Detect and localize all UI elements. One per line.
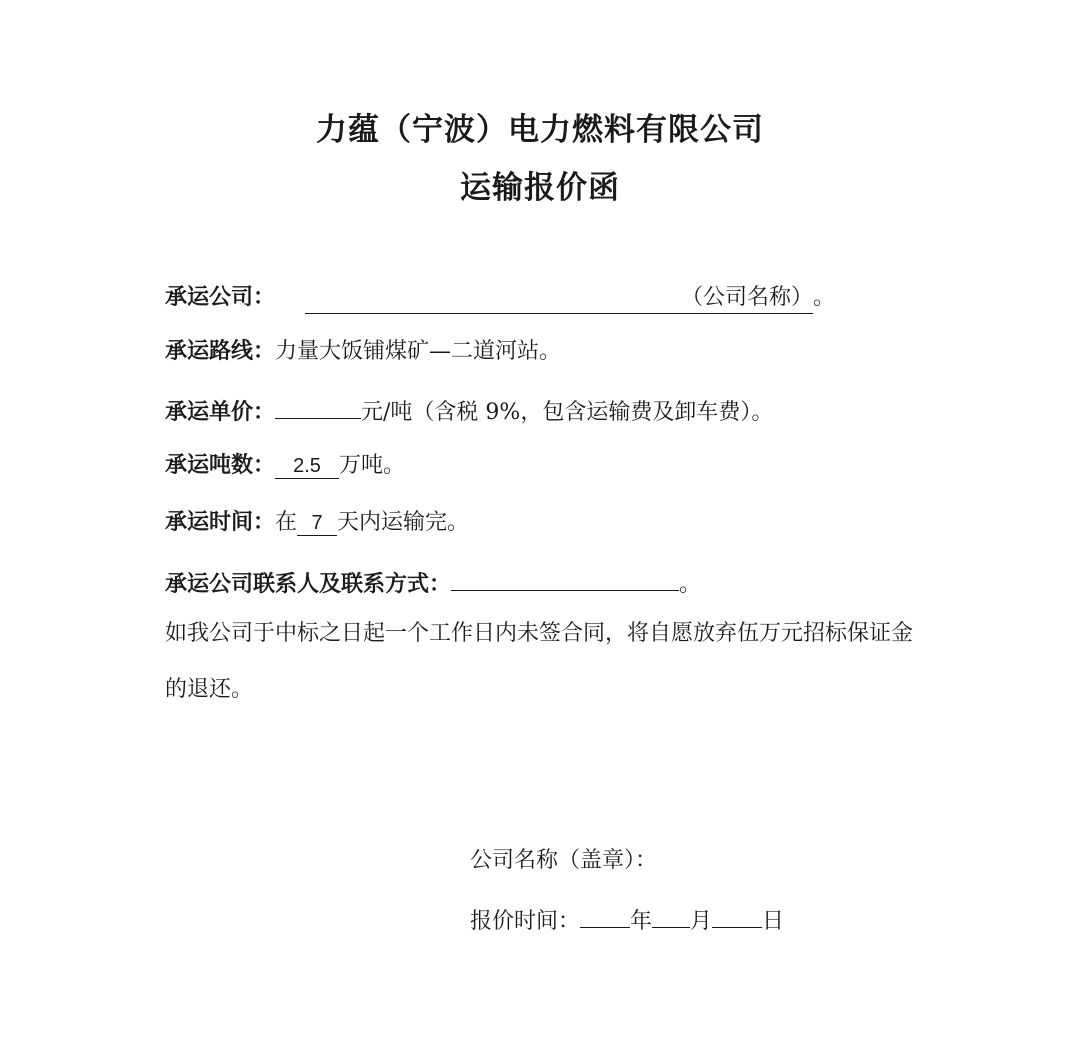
carrier-label: 承运公司： (165, 285, 276, 310)
year-blank[interactable] (580, 903, 630, 928)
day-blank[interactable] (712, 903, 762, 928)
date-label: 报价时间： (470, 909, 581, 934)
time-suffix: 天内运输完。 (337, 510, 470, 535)
company-title: 力蕴（宁波）电力燃料有限公司 (316, 112, 764, 148)
time-value[interactable]: 7 (297, 511, 337, 536)
signature-company-label: 公司名称（盖章）： (470, 848, 658, 873)
tonnage-suffix: 万吨。 (339, 453, 406, 478)
route-row (165, 337, 561, 367)
month-blank[interactable] (652, 903, 690, 928)
price-suffix: 元/吨（含税 9%，包含运输费及卸车费）。 (361, 400, 774, 425)
time-label: 承运时间： (165, 510, 276, 535)
signature-date (470, 903, 784, 937)
price-blank[interactable] (275, 394, 361, 419)
route-value: 力量大饭铺煤矿—二道河站。 (275, 339, 562, 364)
contact-row (165, 566, 701, 600)
day-label: 日 (762, 909, 785, 934)
tonnage-row (165, 451, 405, 481)
price-label: 承运单价： (165, 400, 276, 425)
tonnage-label: 承运吨数： (165, 453, 276, 478)
price-row (165, 394, 773, 428)
year-label: 年 (630, 909, 653, 934)
notice-paragraph: 如我公司于中标之日起一个工作日内未签合同，将自愿放弃伍万元招标保证金的退还。 (165, 621, 914, 702)
time-prefix: 在 (275, 510, 298, 535)
carrier-hint: （公司名称） (305, 283, 813, 314)
carrier-row (165, 280, 835, 314)
month-label: 月 (690, 909, 713, 934)
carrier-suffix: 。 (813, 285, 836, 310)
route-label: 承运路线： (165, 339, 276, 364)
signature-company (470, 846, 657, 876)
contact-suffix: 。 (679, 572, 702, 597)
tonnage-value[interactable]: 2.5 (275, 454, 339, 479)
contact-label: 承运公司联系人及联系方式： (165, 572, 452, 597)
time-row (165, 508, 469, 538)
contact-blank[interactable] (451, 566, 679, 591)
document-title: 运输报价函 (460, 170, 620, 206)
